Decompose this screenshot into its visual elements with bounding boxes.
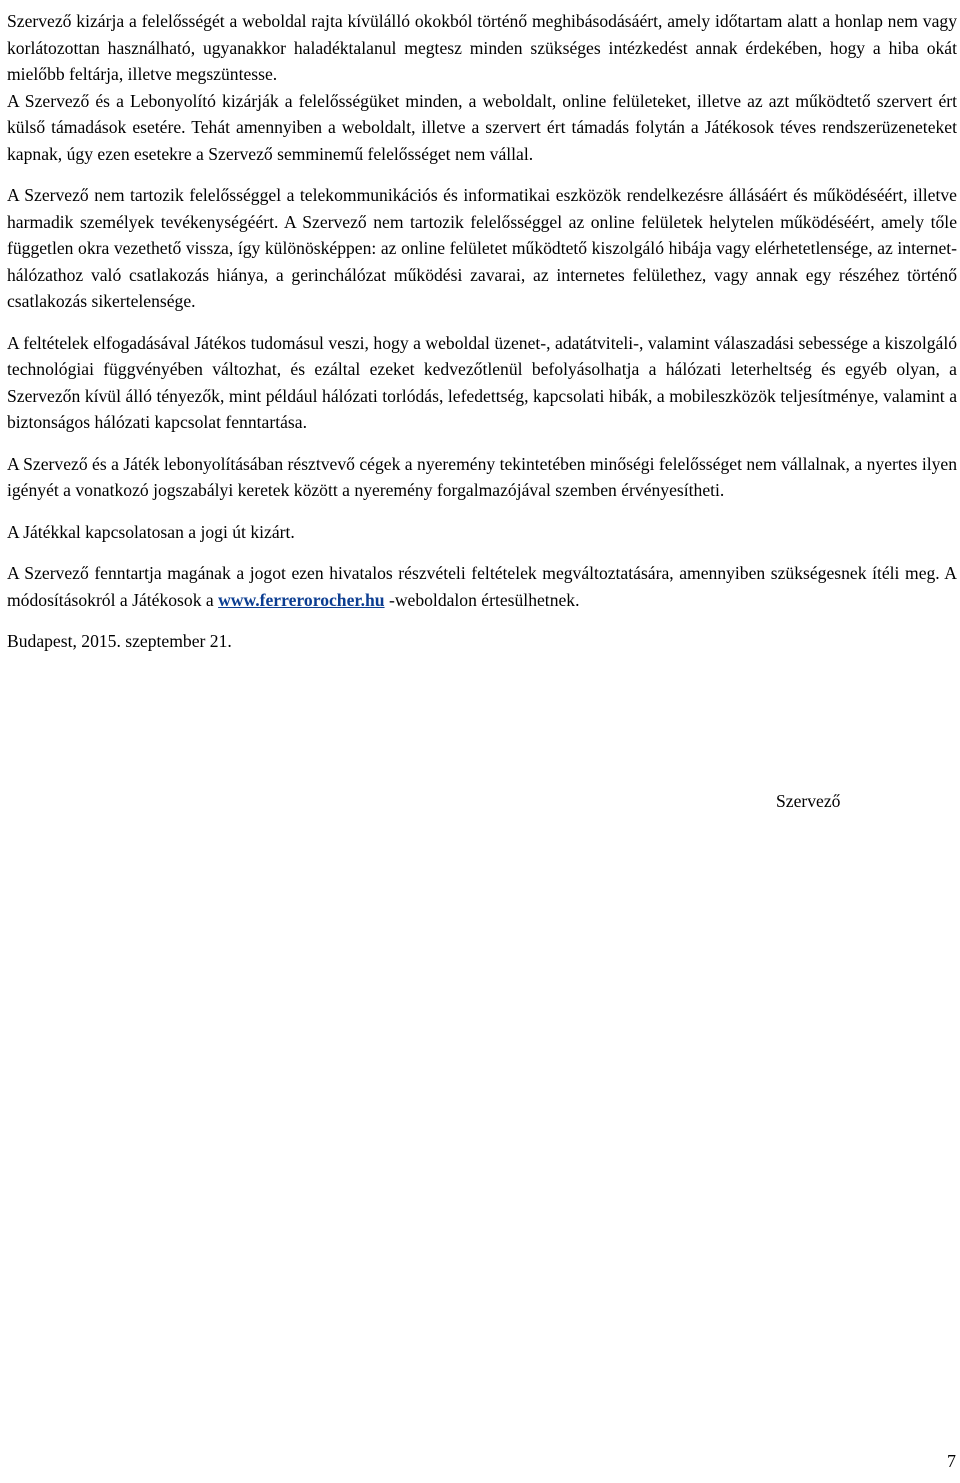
paragraph-website-failure: Szervező kizárja a felelősségét a weboldal rajta kívülálló okokból történő meghibásodásáért, amely időtartam alatt a honlap nem vagy korlátozottan használható, ugyanakkor haladéktalanul megtesz minden szükséges intézkedést annak érdekében, hogy a hiba okát mielőbb feltárja, illetve megszüntesse.: [7, 11, 957, 84]
modification-text-after: -weboldalon értesülhetnek.: [384, 589, 580, 610]
signature: Szervező: [776, 791, 841, 811]
page-number: 7: [947, 1451, 956, 1471]
date-line: Budapest, 2015. szeptember 21.: [7, 631, 232, 651]
paragraph-prize-quality: A Szervező és a Játék lebonyolításában résztvevő cégek a nyeremény tekintetében minőségi felelősséget nem vállalnak, a nyertes ilyen igényét a vonatkozó jogszabályi keretek között a nyeremény forgalmazójával szemben érvényesítheti.: [7, 453, 957, 500]
paragraph-transfer-speed: A feltételek elfogadásával Játékos tudomásul veszi, hogy a weboldal üzenet-, adatátviteli-, valamint válaszadási sebessége a kiszolgáló technológiai függvényében változhat, és ezáltal ezeket kedvezőtlenül befolyásolhatja a hálózati leterheltség és egyéb olyan, a Szervezőn kívül álló tényezők, mint például hálózati torlódás, lefedettség, kapcsolati hibák, a mobileszközök teljesítménye, valamint a biztonságos hálózati kapcsolat fenntartása.: [7, 332, 957, 432]
document-body: [7, 8, 957, 655]
modification-text-before: A Szervező fenntartja magának a jogot ezen hivatalos részvételi feltételek megváltoztatására, amennyiben szükségesnek ítéli meg. A módosításokról a Játékosok a: [7, 563, 957, 610]
paragraph-modification-rights: [7, 560, 957, 613]
paragraph-external-attacks: A Szervező és a Lebonyolító kizárják a felelősségüket minden, a weboldalt, online felületeket, illetve az azt működtető szervert ért külső támadások esetére. Tehát amennyiben a weboldalt, illetve a szervert ért támadás folytán a Játékosok téves rendszerüzeneteket kapnak, úgy ezen esetekre a Szervező semminemű felelősséget nem vállal.: [7, 90, 957, 164]
paragraph-telecom-liability: A Szervező nem tartozik felelősséggel a telekommunikációs és informatikai eszközök rendelkezésre állásáért és működéséért, illetve harmadik személyek tevékenységéért. A Szervező nem tartozik felelősséggel az online felületek helytelen működéséért, amely tőle független okra vezethető vissza, így különösképpen: az online felületet működtető kiszolgáló hibája vagy elérhetetlensége, az internet-hálózathoz való csatlakozás hiánya, a gerinchálózat működési zavarai, az internetes felülethez, vagy annak egy részéhez történő csatlakozás sikertelensége.: [7, 185, 957, 311]
paragraph-legal-action: A Játékkal kapcsolatosan a jogi út kizárt.: [7, 521, 295, 542]
website-link[interactable]: www.ferrerorocher.hu: [218, 589, 385, 610]
